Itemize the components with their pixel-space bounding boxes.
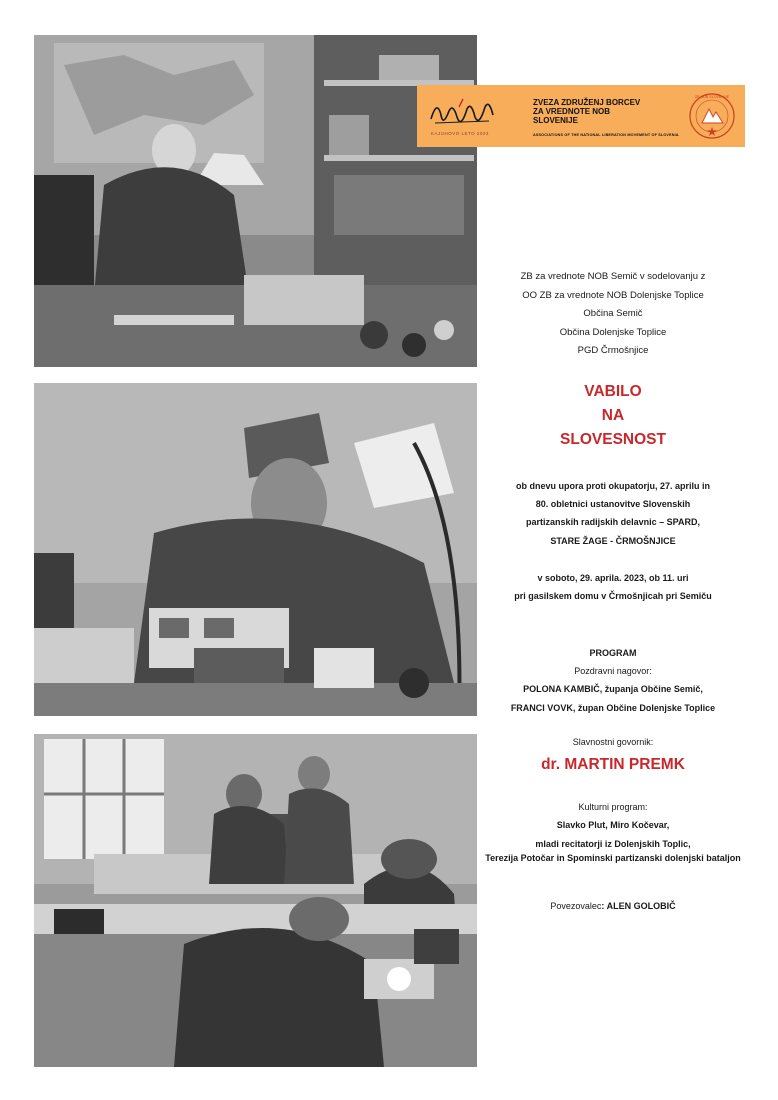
greeting-speaker: POLONA KAMBIČ, županja Občine Semič, bbox=[523, 684, 703, 695]
organization-tagline: ASSOCIATIONS OF THE NATIONAL LIBERATION MOVEMENT OF SLOVENIA bbox=[533, 133, 679, 137]
logo-banner bbox=[417, 85, 745, 147]
greeting-speaker: FRANCI VOVK, župan Občine Dolenjske Toplice bbox=[510, 702, 716, 713]
event-place: pri gasilskem domu v Črmošnjicah pri Semiču bbox=[514, 591, 712, 601]
host-label: Povezovalec bbox=[550, 901, 602, 911]
org-line: ZA VREDNOTE NOB bbox=[533, 107, 611, 116]
signature-caption: KAJUHOVO LETO 2023 bbox=[431, 131, 489, 136]
cultural-program bbox=[484, 798, 742, 864]
photo-workshop-technician-with-lamp bbox=[34, 35, 477, 367]
event-date: v soboto, 29. aprila. 2023, ob 11. uri bbox=[537, 573, 689, 583]
cultural-label: Kulturni program: bbox=[578, 802, 648, 812]
org-line: ZVEZA ZDRUŽENJ BORCEV bbox=[533, 98, 641, 107]
title-line: VABILO bbox=[584, 383, 642, 400]
organizer-line: OO ZB za vrednote NOB Dolenjske Toplice bbox=[522, 289, 704, 301]
invitation-title bbox=[488, 380, 738, 452]
organizer-line: PGD Črmošnjice bbox=[577, 345, 649, 357]
keynote-speaker-name: dr. MARTIN PREMK bbox=[541, 756, 685, 773]
occasion-text bbox=[488, 477, 738, 550]
organizer-line: Občina Dolenjske Toplice bbox=[559, 326, 667, 338]
title-line: NA bbox=[601, 407, 625, 424]
program-heading: PROGRAM bbox=[589, 648, 637, 658]
cultural-line: mladi recitatorji iz Dolenjskih Toplic, bbox=[535, 838, 691, 849]
occasion-line: STARE ŽAGE - ČRMOŠNJICE bbox=[550, 535, 676, 546]
photo-partisan-radio-workshop-room bbox=[34, 734, 477, 1067]
host-line bbox=[488, 901, 738, 911]
occasion-line: partizanskih radijskih delavnic – SPARD, bbox=[526, 517, 700, 528]
organizer-line: ZB za vrednote NOB Semič v sodelovanju z bbox=[520, 271, 706, 282]
organization-name bbox=[533, 98, 640, 125]
program-section bbox=[488, 644, 738, 717]
cultural-line: Terezija Potočar in Spominski partizanski dolenjski bataljon bbox=[485, 853, 741, 864]
cultural-line: Slavko Plut, Miro Kočevar, bbox=[556, 820, 670, 831]
organizer-line: Občina Semič bbox=[583, 308, 643, 320]
host-name: : ALEN GOLOBIČ bbox=[601, 901, 676, 911]
occasion-line: 80. obletnici ustanovitve Slovenskih bbox=[535, 499, 691, 510]
photo-young-soldier-repairing-radio bbox=[34, 383, 477, 716]
occasion-line: ob dnevu upora proti okupatorju, 27. aprilu in bbox=[515, 481, 710, 491]
greeting-label: Pozdravni nagovor: bbox=[574, 666, 652, 677]
event-date-place bbox=[488, 569, 738, 605]
organizers-block bbox=[488, 268, 738, 361]
seal-text: ZB NOB SLOVENIJE bbox=[694, 95, 730, 99]
title-line: SLOVESNOST bbox=[560, 431, 666, 448]
org-line: SLOVENIJE bbox=[533, 116, 578, 125]
keynote-speaker-label: Slavnostni govornik: bbox=[572, 737, 654, 747]
